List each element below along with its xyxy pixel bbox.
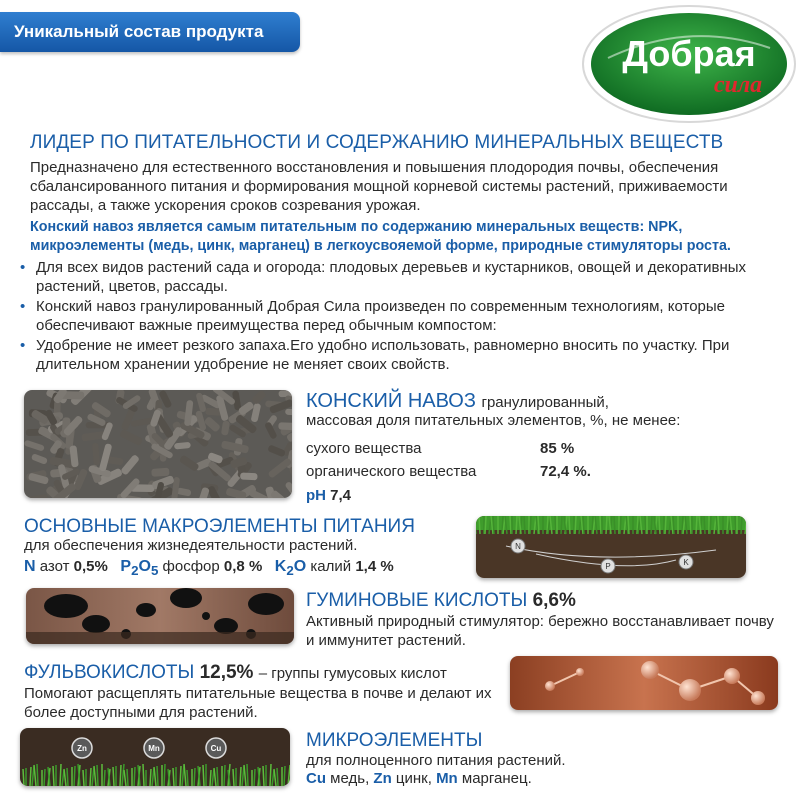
bullet-item: • Для всех видов растений сада и огорода: плодовых деревьев и кустарников, овощей и декоративных растений, цветов, рассады. [20, 259, 747, 295]
humic-title: ГУМИНОВЫЕ КИСЛОТЫ 6,6% [306, 590, 576, 611]
humic-acid-photo [26, 588, 294, 644]
soil-grass-photo [476, 516, 746, 578]
bullet-dot-icon: • [20, 337, 26, 354]
micro-values: Cu медь, Zn цинк, Mn марганец. [306, 770, 532, 787]
logo-word-main: Добрая [622, 33, 756, 74]
logo-word-sub: сила [713, 72, 763, 98]
macro-title: ОСНОВНЫЕ МАКРОЭЛЕМЕНТЫ ПИТАНИЯ [24, 516, 415, 537]
header-title: Уникальный состав продукта [14, 22, 264, 41]
main-title: ЛИДЕР ПО ПИТАТЕЛЬНОСТИ И СОДЕРЖАНИЮ МИНЕРАЛЬНЫХ ВЕЩЕСТВ [30, 132, 724, 153]
element-badge-label: Cu [210, 744, 222, 753]
pellets-photo [24, 390, 292, 498]
manure-description: массовая доля питательных элементов, %, не менее: [306, 412, 681, 429]
lead-text: Конский навоз является самым питательным по содержанию минеральных веществ: NPK, микроэлементы (медь, цинк, марганец) в легкоусвояемой форме, природные стимуляторы роста. [30, 219, 731, 254]
dry-matter-label: сухого вещества [306, 440, 422, 457]
bullet-dot-icon: • [20, 259, 26, 276]
element-badge-label: Zn [77, 744, 87, 753]
svg-text:P: P [605, 562, 611, 571]
intro-text: Предназначено для естественного восстановления и повышения плодородия почвы, обеспечения сбалансированного питания и формирования мощной корневой системы растений, приживаемости рассады, а также ускорения сроков созревания урожая. [30, 159, 728, 214]
bullet-dot-icon: • [20, 298, 26, 315]
humic-description: Активный природный стимулятор: бережно восстанавливает почву и иммунитет растений. [306, 613, 774, 649]
molecule-photo [510, 656, 778, 710]
manure-title: КОНСКИЙ НАВОЗ гранулированный, [306, 390, 609, 412]
microelements-photo [20, 728, 290, 786]
element-badge-label: Mn [148, 744, 160, 753]
macro-values: N азот 0,5% $P_2O_5$ фосфор 0,8 % $K_2O$ калий 1,4 % [24, 558, 394, 579]
svg-text:N: N [515, 542, 521, 551]
bullet-item: • Конский навоз гранулированный Добрая Сила произведен по современным технологиям, которые обеспечивают важные преимущества перед обычным компостом: [20, 298, 726, 334]
header-tab [0, 12, 300, 52]
fulvic-title: ФУЛЬВОКИСЛОТЫ 12,5% – группы гумусовых кислот [24, 662, 447, 683]
micro-description: для полноценного питания растений. [306, 752, 566, 769]
bullet-item: • Удобрение не имеет резкого запаха.Его удобно использовать, равномерно вносить по участку. При длительном хранении удобрение не меняет своих свойств. [20, 337, 730, 373]
brand-logo [578, 0, 800, 128]
svg-text:K: K [683, 558, 689, 567]
macro-description: для обеспечения жизнедеятельности растений. [24, 537, 358, 554]
bullet-list [18, 258, 778, 375]
micro-title: МИКРОЭЛЕМЕНТЫ [306, 730, 483, 751]
dry-matter-value: 85 % [540, 440, 575, 457]
fulvic-description: Помогают расщеплять питательные вещества в почве и делают их более доступными для растений. [24, 685, 492, 721]
organic-matter-value: 72,4 %. [540, 463, 591, 480]
ph-value: pH 7,4 [306, 487, 352, 504]
organic-matter-label: органического вещества [306, 463, 477, 480]
